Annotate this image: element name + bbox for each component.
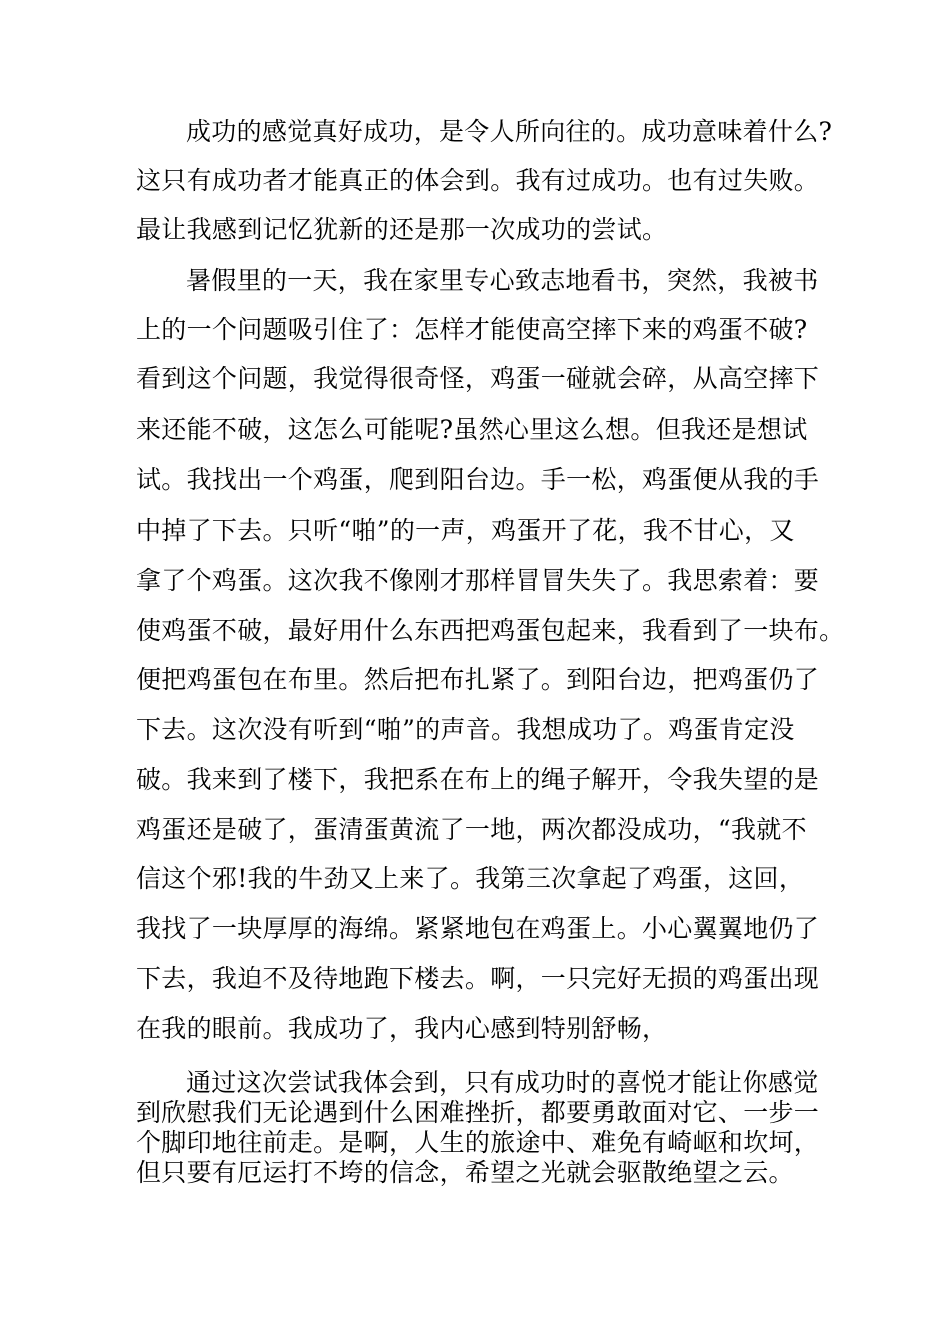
paragraph-3-line-2: 到欣慰我们无论遇到什么困难挫折，都要勇敢面对它、一步一 <box>136 1098 820 1127</box>
paragraph-1-line-2: 这只有成功者才能真正的体会到。我有过成功。也有过失败。 <box>136 166 820 195</box>
paragraph-2-line-7: 拿了个鸡蛋。这次我不像刚才那样冒冒失失了。我思索着：要 <box>136 566 820 595</box>
paragraph-2-line-14: 我找了一块厚厚的海绵。紧紧地包在鸡蛋上。小心翼翼地仍了 <box>136 914 820 943</box>
paragraph-2-line-4: 来还能不破，这怎么可能呢?虽然心里这么想。但我还是想试 <box>136 415 808 444</box>
paragraph-2-line-5: 试。我找出一个鸡蛋，爬到阳台边。手一松，鸡蛋便从我的手 <box>136 465 820 494</box>
paragraph-3-line-1: 通过这次尝试我体会到，只有成功时的喜悦才能让你感觉 <box>186 1068 819 1097</box>
paragraph-1-line-1: 成功的感觉真好成功，是令人所向往的。成功意味着什么? <box>186 117 833 146</box>
paragraph-2-line-10: 下去。这次没有听到“啪”的声音。我想成功了。鸡蛋肯定没 <box>136 715 795 744</box>
paragraph-2-line-16: 在我的眼前。我成功了，我内心感到特别舒畅， <box>136 1014 668 1043</box>
paragraph-1-line-3: 最让我感到记忆犹新的还是那一次成功的尝试。 <box>136 215 668 244</box>
paragraph-2-line-8: 使鸡蛋不破，最好用什么东西把鸡蛋包起来，我看到了一块布。 <box>136 616 845 645</box>
paragraph-2-line-13: 信这个邪!我的牛劲又上来了。我第三次拿起了鸡蛋，这回， <box>136 864 805 893</box>
paragraph-2-line-2: 上的一个问题吸引住了：怎样才能使高空摔下来的鸡蛋不破? <box>136 315 808 344</box>
paragraph-3-line-3: 个脚印地往前走。是啊，人生的旅途中、难免有崎岖和坎坷， <box>136 1128 820 1157</box>
paragraph-2-line-15: 下去，我迫不及待地跑下楼去。啊，一只完好无损的鸡蛋出现 <box>136 964 820 993</box>
paragraph-3-line-4: 但只要有厄运打不垮的信念，希望之光就会驱散绝望之云。 <box>136 1158 794 1187</box>
paragraph-2-line-1: 暑假里的一天，我在家里专心致志地看书，突然，我被书 <box>186 266 819 295</box>
paragraph-2-line-12: 鸡蛋还是破了，蛋清蛋黄流了一地，两次都没成功，“我就不 <box>136 815 807 844</box>
paragraph-2-line-11: 破。我来到了楼下，我把系在布上的绳子解开，令我失望的是 <box>136 765 820 794</box>
paragraph-2-line-6: 中掉了下去。只听“啪”的一声，鸡蛋开了花，我不甘心，又 <box>136 516 795 545</box>
paragraph-2-line-3: 看到这个问题，我觉得很奇怪，鸡蛋一碰就会碎，从高空摔下 <box>136 364 820 393</box>
paragraph-2-line-9: 便把鸡蛋包在布里。然后把布扎紧了。到阳台边，把鸡蛋仍了 <box>136 665 820 694</box>
